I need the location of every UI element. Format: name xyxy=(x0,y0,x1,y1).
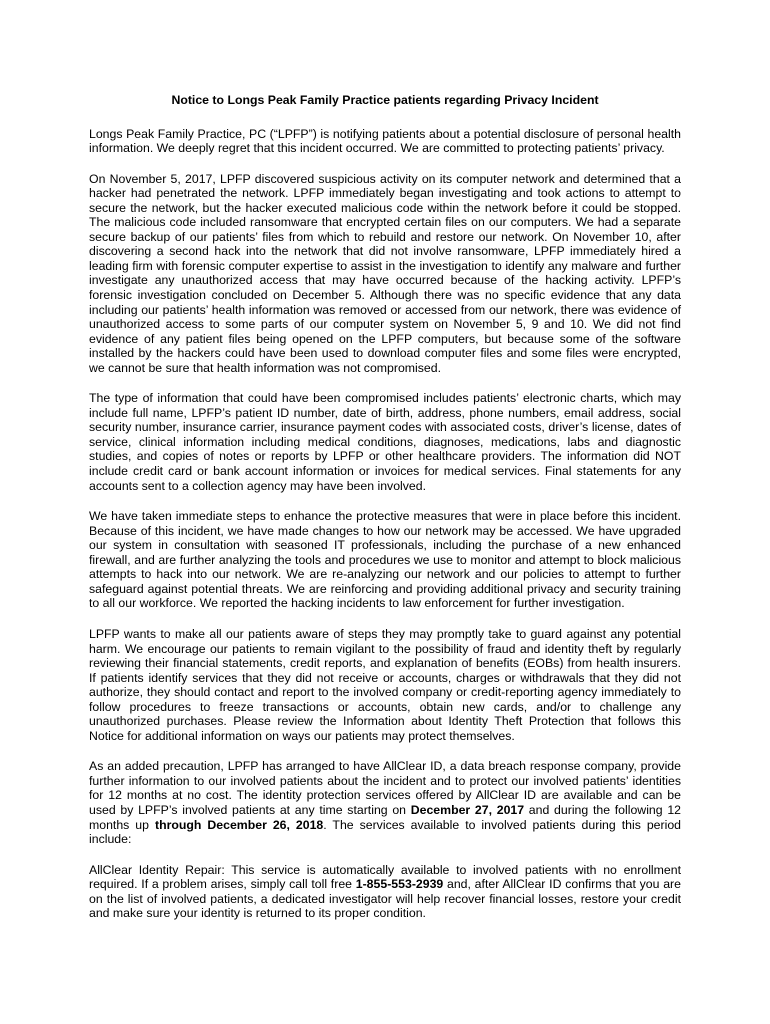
end-date: through December 26, 2018 xyxy=(154,817,324,832)
paragraph-intro: Longs Peak Family Practice, PC (“LPFP”) is notifying patients about a potential disclosure of personal health information. We deeply regret that this incident occurred. We are committed to protecting patients’ privacy. xyxy=(89,126,681,156)
allclear-text-part2: and during the following 12 months up xyxy=(89,802,681,832)
paragraph-patient-guidance: LPFP wants to make all our patients aware of steps they may promptly take to guard against any potential harm. We encourage our patients to remain vigilant to the possibility of fraud and identity theft by regularly reviewing their financial statements, credit reports, and explanation of benefits (EOBs) from health insurers. If patients identify services that they did not receive or accounts, charges or withdrawals that they did not authorize, they should contact and report to the involved company or credit-reporting agency immediately to follow procedures to freeze transactions or accounts, obtain new cards, and/or to challenge any unauthorized purchases. Please review the Information about Identity Theft Protection that follows this Notice for additional information on ways our patients may protect themselves. xyxy=(89,626,681,743)
paragraph-allclear-precaution xyxy=(89,759,681,846)
start-date: December 27, 2017 xyxy=(410,802,525,817)
document-title: Notice to Longs Peak Family Practice patients regarding Privacy Incident xyxy=(171,93,599,107)
paragraph-information-types: The type of information that could have been compromised includes patients’ electronic charts, which may include full name, LPFP’s patient ID number, date of birth, address, phone numbers, email address, social security number, insurance carrier, insurance payment codes with associated costs, driver’s license, dates of service, clinical information including medical conditions, diagnoses, medications, labs and diagnostic studies, and copies of notes or reports by LPFP or other healthcare providers. The information did NOT include credit card or bank account information or invoices for medical services. Final statements for any accounts sent to a collection agency may have been involved. xyxy=(89,391,681,493)
paragraph-protective-measures: We have taken immediate steps to enhance the protective measures that were in place before this incident. Because of this incident, we have made changes to how our network may be accessed. We have upgraded our system in consultation with seasoned IT professionals, including the purchase of a new enhanced firewall, and are further analyzing the tools and procedures we use to monitor and attempt to block malicious attempts to hack into our network. We are re-analyzing our network and our policies to attempt to further safeguard against potential threats. We are reinforcing and providing additional privacy and security training to all our workforce. We reported the hacking incidents to law enforcement for further investigation. xyxy=(89,509,681,611)
paragraph-incident: On November 5, 2017, LPFP discovered suspicious activity on its computer network and determined that a hacker had penetrated the network. LPFP immediately began investigating and took actions to attempt to secure the network, but the hacker executed malicious code within the network before it could be stopped. The malicious code included ransomware that encrypted certain files on our computers. We had a separate secure backup of our patients’ files from which to rebuild and restore our network. On November 10, after discovering a second hack into the network that did not involve ransomware, LPFP immediately hired a leading firm with forensic computer expertise to assist in the investigation to identify any malware and further investigate any unauthorized access that may have occurred because of the hacking activity. LPFP’s forensic investigation concluded on December 5. Although there was no specific evidence that any data including our patients’ health information was removed or accessed from our network, there was evidence of unauthorized access to some parts of our computer system on November 5, 9 and 10. We did not find evidence of any patient files being opened on the LPFP computers, but because some of the software installed by the hackers could have been used to download computer files and some files were encrypted, we cannot be sure that health information was not compromised. xyxy=(89,171,681,375)
allclear-text-part3: . The services available to involved patients during this period include: xyxy=(89,817,682,847)
identity-repair-text-part1: AllClear Identity Repair: This service is automatically available to involved patients with no enrollment required. If a problem arises, simply call toll free xyxy=(89,862,681,892)
allclear-text-part1: As an added precaution, LPFP has arranged to have AllClear ID, a data breach response company, provide further information to our involved patients about the incident and to protect our involved patients’ identities for 12 months at no cost. The identity protection services offered by AllClear ID are available and can be used by LPFP’s involved patients at any time starting on xyxy=(89,759,681,817)
identity-repair-text-part2: and, after AllClear ID confirms that you are on the list of involved patients, a dedicated investigator will help recover financial losses, restore your credit and make sure your identity is returned to its proper condition. xyxy=(89,877,681,921)
paragraph-identity-repair xyxy=(89,863,681,921)
toll-free-number: 1-855-553-2939 xyxy=(355,877,444,892)
